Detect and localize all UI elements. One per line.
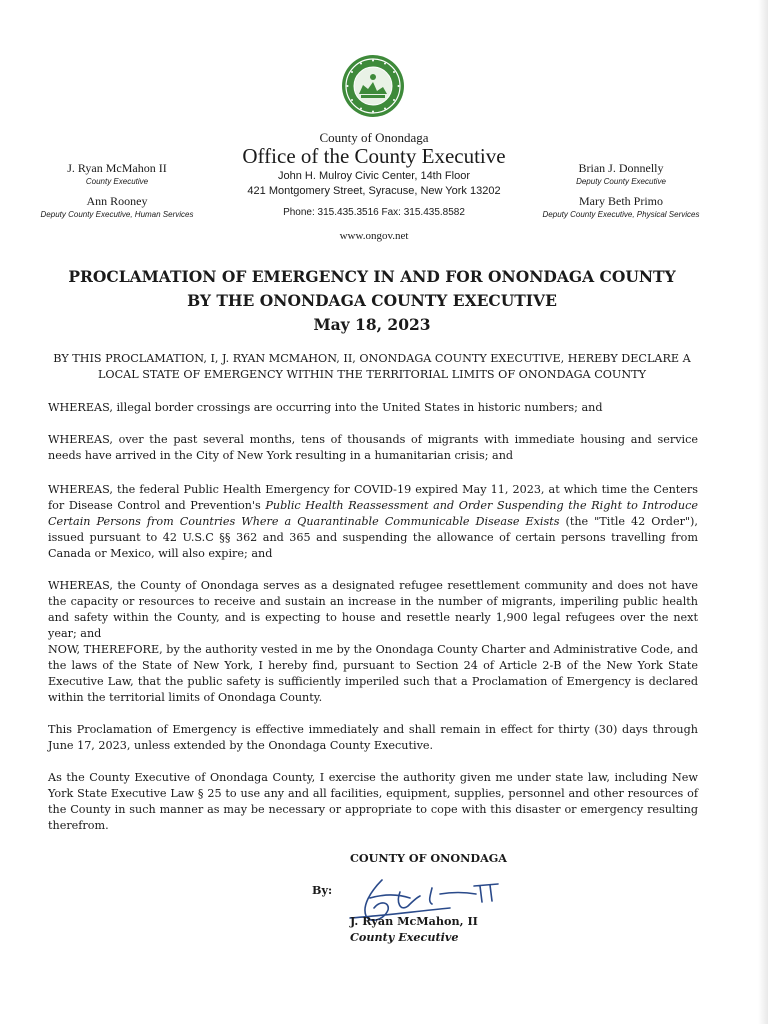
now-therefore-clause: NOW, THEREFORE, by the authority vested in me by the Onondaga County Charter and Administrative Code, and the laws of the State of New York, I hereby find, pursuant to Section 24 of Article 2-B of the New York State Executive Law, that the public safety is sufficiently imperiled such that a Proclamation of Emergency is declared within the territorial limits of Onondaga County. — [48, 643, 698, 704]
letterhead-county: County of Onondaga — [319, 130, 429, 145]
title-42-text-a: WHEREAS, the federal Public Health Emergency for COVID-19 expired May 11, 2023, at which time the Centers for Disease Control and Prevention's — [48, 483, 698, 512]
proclamation-title: PROCLAMATION OF EMERGENCY IN AND FOR ONONDAGA COUNTY — [68, 267, 676, 286]
signature-by-label: By: — [312, 883, 333, 897]
proclamation-subtitle: BY THE ONONDAGA COUNTY EXECUTIVE — [187, 291, 557, 310]
signatory-title: County Executive — [350, 930, 459, 944]
letterhead-website: www.ongov.net — [339, 230, 409, 242]
proclamation-intro: BY THIS PROCLAMATION, I, J. RYAN MCMAHON, II, ONONDAGA COUNTY EXECUTIVE, HEREBY DECLARE A LOCAL STATE OF EMERGENCY WITHIN THE TERRITORIAL LIMITS OF ONONDAGA COUNTY — [53, 352, 691, 381]
letterhead-address-line2: 421 Montgomery Street, Syracuse, New York 13202 — [247, 185, 501, 197]
signatory-name: J. Ryan McMahon, II — [350, 914, 478, 928]
executive-authority-clause: As the County Executive of Onondaga County, I exercise the authority given me under state law, including New York State Executive Law § 25 to use any and all facilities, equipment, supplies, personnel and other resources of the County in such manner as may be necessary or appropriate to cope with this disaster or emergency resulting therefrom. — [48, 771, 698, 832]
letterhead-office: Office of the County Executive — [242, 144, 506, 168]
staff-title: Deputy County Executive, Human Services — [40, 210, 194, 219]
signature-county: COUNTY OF ONONDAGA — [350, 851, 507, 865]
whereas-title-42 — [48, 482, 698, 562]
staff-county-executive — [22, 161, 212, 186]
letterhead-address-line1: John H. Mulroy Civic Center, 14th Floor — [278, 170, 470, 182]
staff-deputy-human-services — [22, 194, 212, 219]
staff-name: Ann Rooney — [86, 194, 148, 208]
letterhead-phone: Phone: 315.435.3516 Fax: 315.435.8582 — [283, 207, 465, 218]
staff-name: Mary Beth Primo — [579, 194, 663, 208]
effective-period-clause: This Proclamation of Emergency is effective immediately and shall remain in effect for thirty (30) days through June 17, 2023, unless extended by the Onondaga County Executive. — [48, 723, 698, 752]
whereas-migrants-nyc: WHEREAS, over the past several months, tens of thousands of migrants with immediate housing and service needs have arrived in the City of New York resulting in a humanitarian crisis; and — [48, 433, 698, 462]
title-42-text-b: (the "Title 42 Order"), issued pursuant to 42 U.S.C §§ 362 and 365 and suspending the allowance of certain persons travelling from Canada or Mexico, will also expire; and — [48, 515, 698, 560]
county-seal-icon — [341, 54, 405, 118]
staff-title: County Executive — [85, 177, 149, 186]
staff-name: J. Ryan McMahon II — [67, 161, 167, 175]
staff-deputy-county-executive — [526, 161, 716, 186]
whereas-refugee-resettlement: WHEREAS, the County of Onondaga serves as a designated refugee resettlement community and does not have the capacity or resources to receive and sustain an increase in the number of migrants, imperiling public health and safety within the County, and is expecting to house and resettle nearly 1,900 legal refugees over the next year; and — [48, 579, 698, 640]
staff-title: Deputy County Executive — [576, 177, 666, 186]
page-edge-shadow — [758, 0, 768, 1024]
staff-name: Brian J. Donnelly — [578, 161, 664, 175]
proclamation-date: May 18, 2023 — [313, 315, 431, 334]
cdc-order-title: Public Health Reassessment and Order Suspending the Right to Introduce Certain Persons from Countries Where a Quarantinable Communicable Disease Exists — [48, 499, 698, 528]
whereas-border-crossings: WHEREAS, illegal border crossings are occurring into the United States in historic numbers; and — [48, 401, 603, 414]
staff-title: Deputy County Executive, Physical Services — [542, 210, 700, 219]
staff-deputy-physical-services — [526, 194, 716, 219]
